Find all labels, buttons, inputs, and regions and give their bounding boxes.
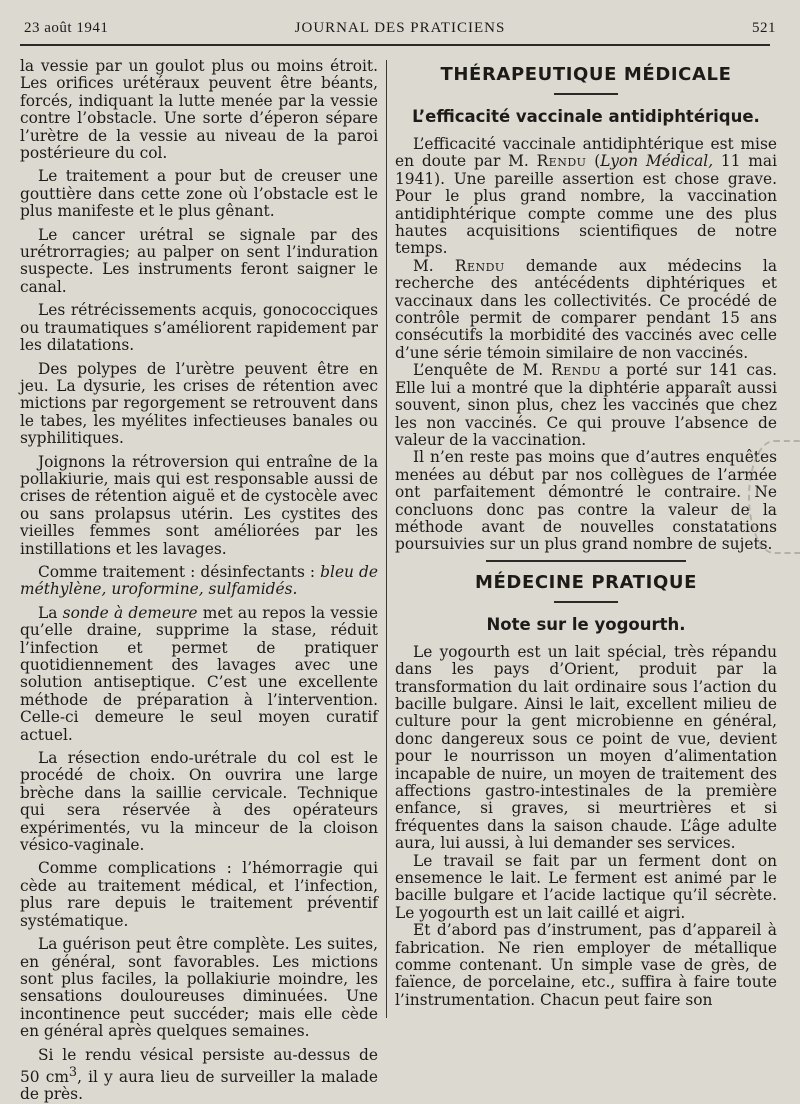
paragraph-last [20,1047,378,1104]
author-name: Rendu [551,361,602,380]
text: M. [413,256,455,275]
paragraph: Joignons la rétroversion qui entraîne de la pollakiurie, mais qui est responsable aussi de crises de rétention aiguë et de cystocèle avec ou sans prolapsus utérin. Les cystites des vieilles femmes sont améliorées par les instillations et les lavages. [20,452,378,558]
paragraph [395,258,777,362]
section-title: THÉRAPEUTIQUE MÉDICALE [440,64,732,85]
text: demande aux médecins la recherche des antécédents diphtériques et vaccinaux dans les collectivités. Ce procédé de contrôle permit de comparer pendant 15 ans consécutifs la morbidité des vaccinés avec celle d’une série témoin similaire de non vaccinés. [395,256,777,362]
text: , il y aura lieu de surveiller la malade de près. [20,1068,378,1104]
left-column [20,57,378,1104]
text: met au repos la vessie qu’elle draine, supprime la stase, réduit l’infection et permet de pratiquer quotidiennement des lavages avec une solution antiseptique. C’est une excellente méthode de préparation à l’intervention. Celle-ci demeure le seul moyen curatif actuel. [20,603,378,744]
section-title: MÉDECINE PRATIQUE [475,571,697,593]
text: L’enquête de M. [413,361,552,380]
paragraph: Les rétrécissements acquis, gonococciques ou traumatiques s’améliorent rapidement par les dilatations. [20,301,378,355]
header-rule [20,44,770,46]
paragraph [395,362,777,449]
paragraph: Le travail se fait par un ferment dont on ensemence le lait. Le ferment est animé par le bacille bulgare et l’acide lactique qu’il sécrète. Le yogourth est un lait caillé et aigri. [395,851,777,922]
page-header [20,18,780,42]
paragraph: La guérison peut être complète. Les suites, en général, sont favorables. Les mictions sont plus faciles, la pollakiurie moindre, les sensations douloureuses diminuées. Une incontinence peut succéder; mais elle cède en général après quelques semaines. [20,935,378,1041]
article-title: L’efficacité vaccinale antidiphtérique. [412,107,760,126]
text: L’efficacité vaccinale antidiphtérique est mise en doute par M. [395,135,777,171]
text: ( [586,152,601,171]
paragraph [395,136,777,258]
paragraph: Le yogourth est un lait spécial, très répandu dans les pays d’Orient, produit par la transformation du lait ordinaire sous l’action du bacille bulgare. Ainsi le lait, excellent milieu de culture pour la gent microbienne en général, donc dangereux sous ce point de vue, devient pour le nourrisson un moyen d’alimentation incapable de nuire, un moyen de traitement des affections gastro-intestinales de la première enfance, si graves, si meurtrières et si fréquentes dans la saison chaude. L’âge adulte aura, lui aussi, à lui demander ses services. [395,642,777,853]
paragraph: Et d’abord pas d’instrument, pas d’appareil à fabrication. Ne rien employer de métallique comme contenant. Un simple vase de grès, de faïence, de porcelaine, etc., suffira à faire toute l’instrumentation. Chacun peut faire son [395,921,777,1009]
paragraph: La résection endo-urétrale du col est le procédé de choix. On ouvrira une large brèche dans la saillie cervicale. Technique qui sera réservée à des opérateurs expérimentés, vu la minceur de la cloison vésico-vaginale. [20,749,378,855]
paragraph: Des polypes de l’urètre peuvent être en jeu. La dysurie, les crises de rétention avec mictions par regorgement se retrouvent dans le tabes, les myélites infectieuses banales ou syphilitiques. [20,359,378,448]
paragraph-sonde [20,605,378,744]
paragraph: la vessie par un goulot plus ou moins étroit. Les orifices urétéraux peuvent être béants, forcés, indiquant la lutte menée par la vessie contre l’obstacle. Une sorte d’éperon sépare l’urètre de la vessie au niveau de la paroi postérieure du col. [20,57,378,163]
paragraph-treatment [20,564,378,599]
text: Si le rendu vésical persiste au-dessus de 50 cm [20,1045,378,1087]
article-title: Note sur le yogourth. [486,614,686,634]
section-rule [554,601,618,603]
author-name: Rendu [454,256,505,275]
page-number: 521 [752,20,776,36]
library-stamp [748,440,800,554]
text: La [38,603,63,622]
text: Comme traitement : désinfectants : [38,562,321,581]
right-column [395,58,777,1022]
italic-text: Lyon Médical, [600,152,714,171]
column-divider [386,60,387,1018]
journal-title: JOURNAL DES PRATICIENS [294,20,506,36]
paragraph: Le cancer urétral se signale par des urétrorragies; au palper on sent l’induration suspecte. Les instruments feront saigner le canal. [20,225,378,296]
paragraph: Il n’en reste pas moins que d’autres enquêtes menées au début par nos collègues de l’armée ont parfaitement démontré le contraire. Ne concluons donc pas contre la valeur de la méthode avant de nouvelles constatations poursuivies sur un plus grand nombre de sujets. [395,448,777,554]
italic-text: sonde à demeure [62,603,198,622]
paragraph: Comme complications : l’hémorragie qui cède au traitement médical, et l’infection, plus rare depuis le traitement préventif systématique. [20,859,378,930]
paragraph: Le traitement a pour but de creuser une gouttière dans cette zone où l’obstacle est le plus manifeste et le plus gênant. [20,167,378,221]
article-end-rule [486,560,686,562]
superscript: 3 [68,1064,78,1080]
section-rule [554,93,618,95]
header-date: 23 août 1941 [24,20,109,36]
text: 11 mai 1941). Une pareille assertion est chose grave. Pour le plus grand nombre, la vaccination antidiphtérique compte comme une des plus hautes acquisitions scientifiques de notre temps. [395,152,778,258]
italic-text: bleu de méthylène, uroformine, sulfamidés. [20,562,378,599]
text: a porté sur 141 cas. Elle lui a montré que la diphtérie apparaît aussi souvent, sinon plus, chez les vaccinés que chez les non vaccinés. Ce qui prouve l’absence de valeur de la vaccination. [395,361,777,449]
author-name: Rendu [536,152,587,171]
